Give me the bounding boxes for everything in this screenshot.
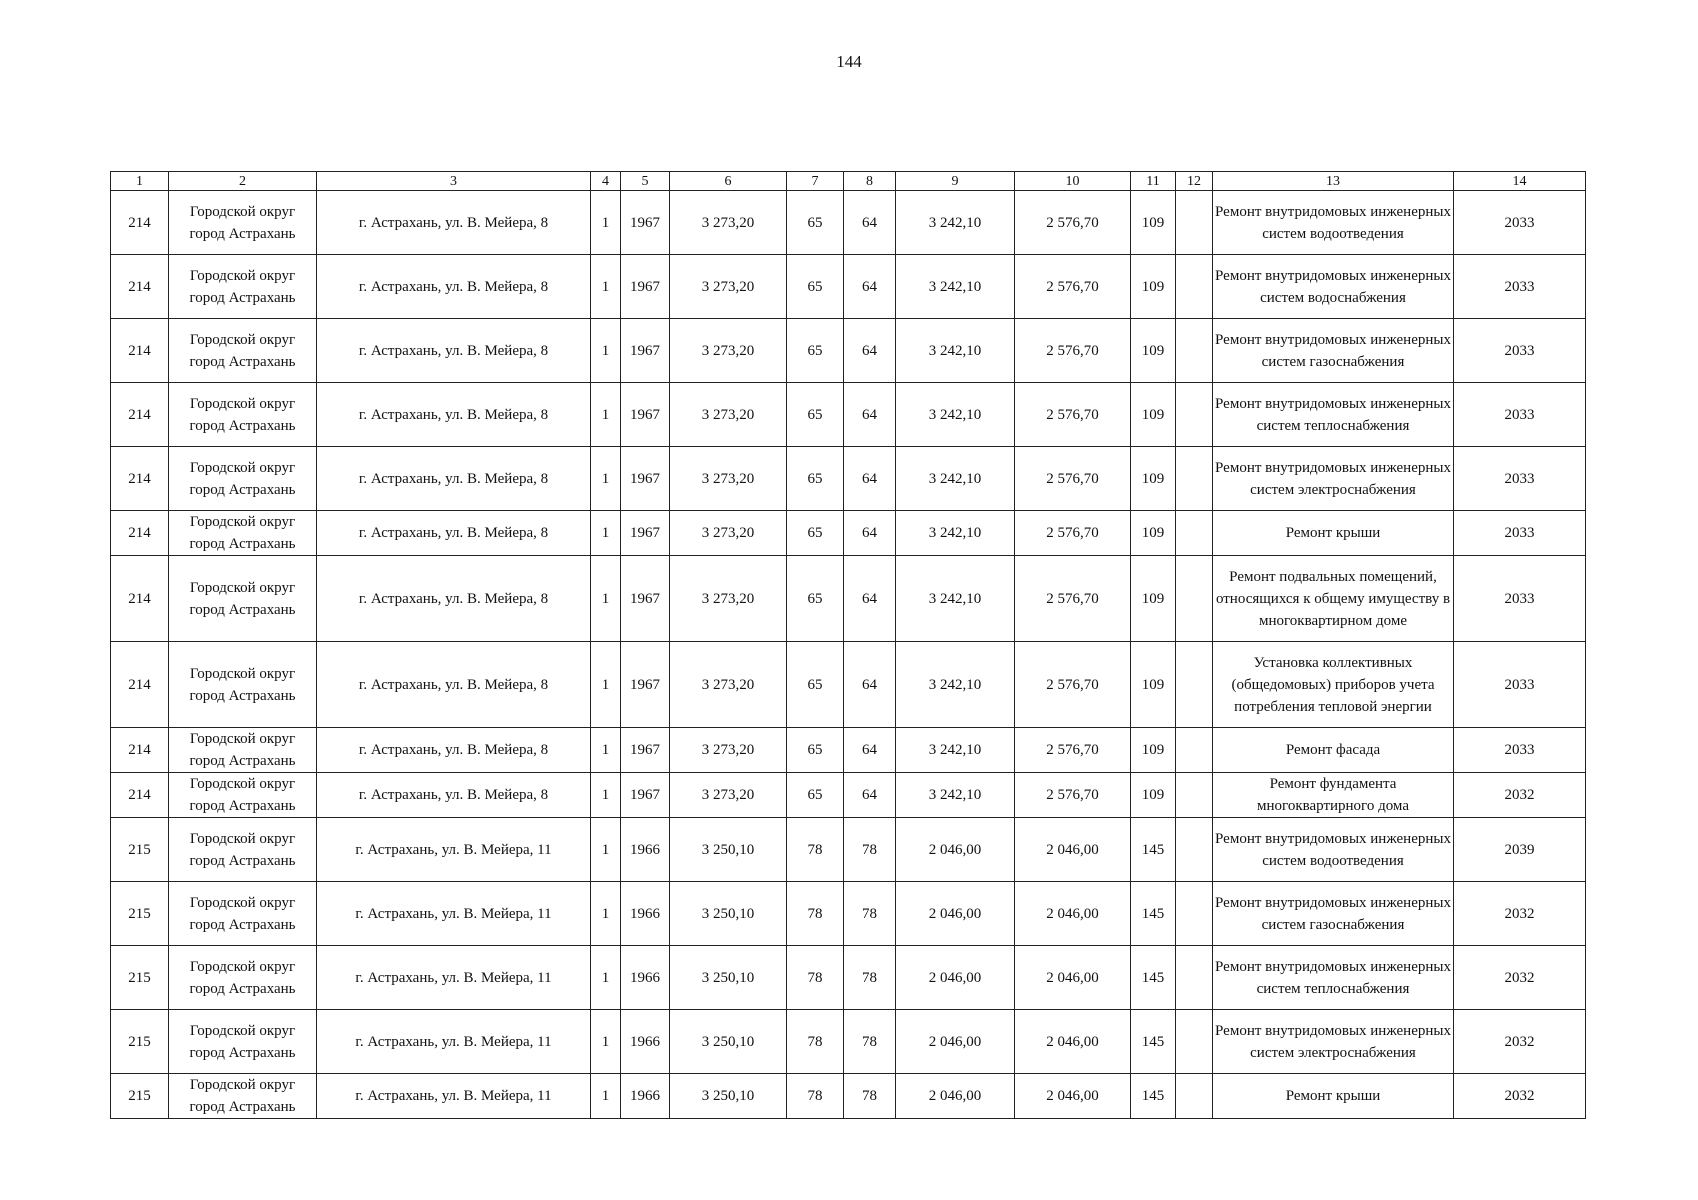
residents-count-cell: 145 <box>1131 818 1176 882</box>
col7-value-cell: 65 <box>787 556 844 642</box>
area-col10-cell: 2 046,00 <box>1015 818 1131 882</box>
col4-value-cell: 1 <box>591 818 621 882</box>
column-header: 9 <box>896 172 1015 191</box>
col4-value-cell: 1 <box>591 882 621 946</box>
column-header: 13 <box>1213 172 1454 191</box>
address-cell: г. Астрахань, ул. В. Мейера, 8 <box>317 191 591 255</box>
municipality-cell: Городской округ город Астрахань <box>169 946 317 1010</box>
area-col9-cell: 3 242,10 <box>896 556 1015 642</box>
col7-value-cell: 65 <box>787 319 844 383</box>
residents-count-cell: 145 <box>1131 1074 1176 1119</box>
col12-value-cell <box>1176 773 1213 818</box>
residents-count-cell: 109 <box>1131 447 1176 511</box>
table-body <box>111 191 1586 1119</box>
planned-year-cell: 2033 <box>1454 556 1586 642</box>
col12-value-cell <box>1176 191 1213 255</box>
area-col9-cell: 3 242,10 <box>896 319 1015 383</box>
area-col10-cell: 2 576,70 <box>1015 191 1131 255</box>
residents-count-cell: 145 <box>1131 882 1176 946</box>
planned-year-cell: 2032 <box>1454 1010 1586 1074</box>
municipality-cell: Городской округ город Астрахань <box>169 1010 317 1074</box>
area-col9-cell: 3 242,10 <box>896 191 1015 255</box>
work-type-cell: Ремонт фасада <box>1213 728 1454 773</box>
row-number-cell: 214 <box>111 255 169 319</box>
year-built-cell: 1967 <box>621 447 670 511</box>
row-number-cell: 214 <box>111 511 169 556</box>
column-header: 14 <box>1454 172 1586 191</box>
address-cell: г. Астрахань, ул. В. Мейера, 8 <box>317 383 591 447</box>
area-col9-cell: 3 242,10 <box>896 728 1015 773</box>
year-built-cell: 1967 <box>621 642 670 728</box>
municipality-cell: Городской округ город Астрахань <box>169 556 317 642</box>
planned-year-cell: 2033 <box>1454 319 1586 383</box>
area-col9-cell: 2 046,00 <box>896 818 1015 882</box>
column-header: 3 <box>317 172 591 191</box>
residents-count-cell: 109 <box>1131 319 1176 383</box>
col8-value-cell: 64 <box>844 383 896 447</box>
work-type-cell: Ремонт внутридомовых инженерных систем теплоснабжения <box>1213 946 1454 1010</box>
total-area-cell: 3 273,20 <box>670 773 787 818</box>
table-row <box>111 946 1586 1010</box>
year-built-cell: 1967 <box>621 556 670 642</box>
col8-value-cell: 64 <box>844 728 896 773</box>
table-row <box>111 773 1586 818</box>
year-built-cell: 1966 <box>621 1010 670 1074</box>
work-type-cell: Ремонт подвальных помещений, относящихся к общему имуществу в многоквартирном доме <box>1213 556 1454 642</box>
address-cell: г. Астрахань, ул. В. Мейера, 8 <box>317 447 591 511</box>
col4-value-cell: 1 <box>591 773 621 818</box>
column-header: 8 <box>844 172 896 191</box>
total-area-cell: 3 273,20 <box>670 191 787 255</box>
area-col9-cell: 3 242,10 <box>896 255 1015 319</box>
address-cell: г. Астрахань, ул. В. Мейера, 11 <box>317 818 591 882</box>
column-number-row <box>111 172 1586 191</box>
column-header: 12 <box>1176 172 1213 191</box>
column-header: 5 <box>621 172 670 191</box>
work-type-cell: Ремонт внутридомовых инженерных систем газоснабжения <box>1213 319 1454 383</box>
municipality-cell: Городской округ город Астрахань <box>169 1074 317 1119</box>
year-built-cell: 1967 <box>621 383 670 447</box>
work-type-cell: Ремонт крыши <box>1213 511 1454 556</box>
planned-year-cell: 2032 <box>1454 882 1586 946</box>
col8-value-cell: 64 <box>844 319 896 383</box>
col4-value-cell: 1 <box>591 319 621 383</box>
column-header: 10 <box>1015 172 1131 191</box>
row-number-cell: 214 <box>111 728 169 773</box>
address-cell: г. Астрахань, ул. В. Мейера, 8 <box>317 255 591 319</box>
area-col9-cell: 3 242,10 <box>896 447 1015 511</box>
col7-value-cell: 65 <box>787 191 844 255</box>
year-built-cell: 1967 <box>621 191 670 255</box>
col12-value-cell <box>1176 255 1213 319</box>
work-type-cell: Ремонт внутридомовых инженерных систем электроснабжения <box>1213 447 1454 511</box>
area-col9-cell: 2 046,00 <box>896 1074 1015 1119</box>
area-col10-cell: 2 576,70 <box>1015 255 1131 319</box>
area-col10-cell: 2 046,00 <box>1015 946 1131 1010</box>
planned-year-cell: 2033 <box>1454 642 1586 728</box>
column-header: 1 <box>111 172 169 191</box>
col4-value-cell: 1 <box>591 255 621 319</box>
planned-year-cell: 2032 <box>1454 946 1586 1010</box>
planned-year-cell: 2033 <box>1454 191 1586 255</box>
total-area-cell: 3 250,10 <box>670 882 787 946</box>
work-type-cell: Ремонт внутридомовых инженерных систем электроснабжения <box>1213 1010 1454 1074</box>
year-built-cell: 1967 <box>621 255 670 319</box>
year-built-cell: 1966 <box>621 882 670 946</box>
table-row <box>111 728 1586 773</box>
col8-value-cell: 64 <box>844 191 896 255</box>
col4-value-cell: 1 <box>591 946 621 1010</box>
address-cell: г. Астрахань, ул. В. Мейера, 8 <box>317 319 591 383</box>
col7-value-cell: 65 <box>787 773 844 818</box>
planned-year-cell: 2032 <box>1454 1074 1586 1119</box>
area-col10-cell: 2 576,70 <box>1015 319 1131 383</box>
total-area-cell: 3 273,20 <box>670 556 787 642</box>
row-number-cell: 215 <box>111 1074 169 1119</box>
planned-year-cell: 2033 <box>1454 383 1586 447</box>
work-type-cell: Ремонт крыши <box>1213 1074 1454 1119</box>
area-col9-cell: 3 242,10 <box>896 511 1015 556</box>
work-type-cell: Ремонт внутридомовых инженерных систем газоснабжения <box>1213 882 1454 946</box>
area-col10-cell: 2 046,00 <box>1015 1010 1131 1074</box>
year-built-cell: 1967 <box>621 319 670 383</box>
address-cell: г. Астрахань, ул. В. Мейера, 8 <box>317 773 591 818</box>
year-built-cell: 1967 <box>621 728 670 773</box>
planned-year-cell: 2032 <box>1454 773 1586 818</box>
address-cell: г. Астрахань, ул. В. Мейера, 11 <box>317 1010 591 1074</box>
row-number-cell: 215 <box>111 946 169 1010</box>
total-area-cell: 3 273,20 <box>670 447 787 511</box>
column-header: 2 <box>169 172 317 191</box>
work-type-cell: Ремонт внутридомовых инженерных систем водоотведения <box>1213 818 1454 882</box>
area-col10-cell: 2 576,70 <box>1015 511 1131 556</box>
municipality-cell: Городской округ город Астрахань <box>169 319 317 383</box>
column-header: 11 <box>1131 172 1176 191</box>
address-cell: г. Астрахань, ул. В. Мейера, 8 <box>317 511 591 556</box>
col4-value-cell: 1 <box>591 728 621 773</box>
area-col10-cell: 2 576,70 <box>1015 773 1131 818</box>
col4-value-cell: 1 <box>591 191 621 255</box>
year-built-cell: 1967 <box>621 773 670 818</box>
row-number-cell: 214 <box>111 191 169 255</box>
col8-value-cell: 64 <box>844 642 896 728</box>
municipality-cell: Городской округ город Астрахань <box>169 383 317 447</box>
address-cell: г. Астрахань, ул. В. Мейера, 8 <box>317 556 591 642</box>
year-built-cell: 1966 <box>621 946 670 1010</box>
table-row <box>111 255 1586 319</box>
municipality-cell: Городской округ город Астрахань <box>169 728 317 773</box>
col12-value-cell <box>1176 882 1213 946</box>
col7-value-cell: 78 <box>787 946 844 1010</box>
residents-count-cell: 109 <box>1131 191 1176 255</box>
col4-value-cell: 1 <box>591 1074 621 1119</box>
col7-value-cell: 78 <box>787 882 844 946</box>
planned-year-cell: 2033 <box>1454 447 1586 511</box>
col8-value-cell: 78 <box>844 946 896 1010</box>
table-row <box>111 383 1586 447</box>
area-col9-cell: 2 046,00 <box>896 882 1015 946</box>
col7-value-cell: 78 <box>787 1010 844 1074</box>
residents-count-cell: 109 <box>1131 728 1176 773</box>
area-col9-cell: 3 242,10 <box>896 642 1015 728</box>
municipality-cell: Городской округ город Астрахань <box>169 255 317 319</box>
address-cell: г. Астрахань, ул. В. Мейера, 11 <box>317 882 591 946</box>
year-built-cell: 1967 <box>621 511 670 556</box>
work-type-cell: Ремонт внутридомовых инженерных систем водоотведения <box>1213 191 1454 255</box>
register-table <box>110 171 1586 1119</box>
col8-value-cell: 64 <box>844 255 896 319</box>
municipality-cell: Городской округ город Астрахань <box>169 882 317 946</box>
col7-value-cell: 65 <box>787 383 844 447</box>
residents-count-cell: 109 <box>1131 642 1176 728</box>
address-cell: г. Астрахань, ул. В. Мейера, 11 <box>317 1074 591 1119</box>
row-number-cell: 214 <box>111 642 169 728</box>
table-row <box>111 511 1586 556</box>
col4-value-cell: 1 <box>591 642 621 728</box>
col12-value-cell <box>1176 447 1213 511</box>
col7-value-cell: 65 <box>787 728 844 773</box>
residents-count-cell: 145 <box>1131 946 1176 1010</box>
row-number-cell: 214 <box>111 319 169 383</box>
table-row <box>111 882 1586 946</box>
area-col10-cell: 2 046,00 <box>1015 1074 1131 1119</box>
col7-value-cell: 65 <box>787 642 844 728</box>
col4-value-cell: 1 <box>591 511 621 556</box>
col8-value-cell: 78 <box>844 882 896 946</box>
work-type-cell: Ремонт фундамента многоквартирного дома <box>1213 773 1454 818</box>
col8-value-cell: 78 <box>844 1010 896 1074</box>
total-area-cell: 3 273,20 <box>670 511 787 556</box>
planned-year-cell: 2033 <box>1454 255 1586 319</box>
municipality-cell: Городской округ город Астрахань <box>169 447 317 511</box>
area-col10-cell: 2 576,70 <box>1015 447 1131 511</box>
area-col10-cell: 2 576,70 <box>1015 383 1131 447</box>
area-col9-cell: 3 242,10 <box>896 383 1015 447</box>
total-area-cell: 3 250,10 <box>670 818 787 882</box>
col7-value-cell: 65 <box>787 255 844 319</box>
work-type-cell: Ремонт внутридомовых инженерных систем теплоснабжения <box>1213 383 1454 447</box>
area-col9-cell: 2 046,00 <box>896 946 1015 1010</box>
total-area-cell: 3 273,20 <box>670 642 787 728</box>
row-number-cell: 214 <box>111 447 169 511</box>
area-col10-cell: 2 576,70 <box>1015 556 1131 642</box>
row-number-cell: 215 <box>111 1010 169 1074</box>
total-area-cell: 3 250,10 <box>670 946 787 1010</box>
table-row <box>111 818 1586 882</box>
col12-value-cell <box>1176 946 1213 1010</box>
col4-value-cell: 1 <box>591 383 621 447</box>
table-row <box>111 642 1586 728</box>
col12-value-cell <box>1176 511 1213 556</box>
residents-count-cell: 109 <box>1131 255 1176 319</box>
col12-value-cell <box>1176 818 1213 882</box>
year-built-cell: 1966 <box>621 818 670 882</box>
col7-value-cell: 65 <box>787 447 844 511</box>
table-row <box>111 447 1586 511</box>
row-number-cell: 214 <box>111 383 169 447</box>
col7-value-cell: 78 <box>787 818 844 882</box>
planned-year-cell: 2033 <box>1454 511 1586 556</box>
col4-value-cell: 1 <box>591 1010 621 1074</box>
col12-value-cell <box>1176 1010 1213 1074</box>
row-number-cell: 215 <box>111 882 169 946</box>
col8-value-cell: 78 <box>844 1074 896 1119</box>
total-area-cell: 3 250,10 <box>670 1074 787 1119</box>
work-type-cell: Ремонт внутридомовых инженерных систем водоснабжения <box>1213 255 1454 319</box>
col7-value-cell: 78 <box>787 1074 844 1119</box>
table-row <box>111 1074 1586 1119</box>
col12-value-cell <box>1176 319 1213 383</box>
planned-year-cell: 2039 <box>1454 818 1586 882</box>
col8-value-cell: 64 <box>844 556 896 642</box>
area-col9-cell: 3 242,10 <box>896 773 1015 818</box>
col7-value-cell: 65 <box>787 511 844 556</box>
total-area-cell: 3 250,10 <box>670 1010 787 1074</box>
col8-value-cell: 64 <box>844 773 896 818</box>
year-built-cell: 1966 <box>621 1074 670 1119</box>
col8-value-cell: 64 <box>844 511 896 556</box>
municipality-cell: Городской округ город Астрахань <box>169 818 317 882</box>
table-row <box>111 191 1586 255</box>
residents-count-cell: 145 <box>1131 1010 1176 1074</box>
total-area-cell: 3 273,20 <box>670 728 787 773</box>
col12-value-cell <box>1176 642 1213 728</box>
table-row <box>111 1010 1586 1074</box>
total-area-cell: 3 273,20 <box>670 255 787 319</box>
area-col9-cell: 2 046,00 <box>896 1010 1015 1074</box>
municipality-cell: Городской округ город Астрахань <box>169 642 317 728</box>
residents-count-cell: 109 <box>1131 511 1176 556</box>
municipality-cell: Городской округ город Астрахань <box>169 191 317 255</box>
col12-value-cell <box>1176 1074 1213 1119</box>
residents-count-cell: 109 <box>1131 556 1176 642</box>
col12-value-cell <box>1176 728 1213 773</box>
total-area-cell: 3 273,20 <box>670 383 787 447</box>
total-area-cell: 3 273,20 <box>670 319 787 383</box>
col12-value-cell <box>1176 556 1213 642</box>
table-row <box>111 319 1586 383</box>
col12-value-cell <box>1176 383 1213 447</box>
work-type-cell: Установка коллективных (общедомовых) приборов учета потребления тепловой энергии <box>1213 642 1454 728</box>
planned-year-cell: 2033 <box>1454 728 1586 773</box>
col8-value-cell: 78 <box>844 818 896 882</box>
col4-value-cell: 1 <box>591 447 621 511</box>
row-number-cell: 214 <box>111 773 169 818</box>
municipality-cell: Городской округ город Астрахань <box>169 511 317 556</box>
residents-count-cell: 109 <box>1131 773 1176 818</box>
column-header: 7 <box>787 172 844 191</box>
row-number-cell: 215 <box>111 818 169 882</box>
column-header: 4 <box>591 172 621 191</box>
address-cell: г. Астрахань, ул. В. Мейера, 8 <box>317 642 591 728</box>
area-col10-cell: 2 046,00 <box>1015 882 1131 946</box>
col8-value-cell: 64 <box>844 447 896 511</box>
municipality-cell: Городской округ город Астрахань <box>169 773 317 818</box>
table-row <box>111 556 1586 642</box>
row-number-cell: 214 <box>111 556 169 642</box>
area-col10-cell: 2 576,70 <box>1015 728 1131 773</box>
residents-count-cell: 109 <box>1131 383 1176 447</box>
page-number: 144 <box>836 52 862 71</box>
area-col10-cell: 2 576,70 <box>1015 642 1131 728</box>
col4-value-cell: 1 <box>591 556 621 642</box>
address-cell: г. Астрахань, ул. В. Мейера, 11 <box>317 946 591 1010</box>
column-header: 6 <box>670 172 787 191</box>
address-cell: г. Астрахань, ул. В. Мейера, 8 <box>317 728 591 773</box>
